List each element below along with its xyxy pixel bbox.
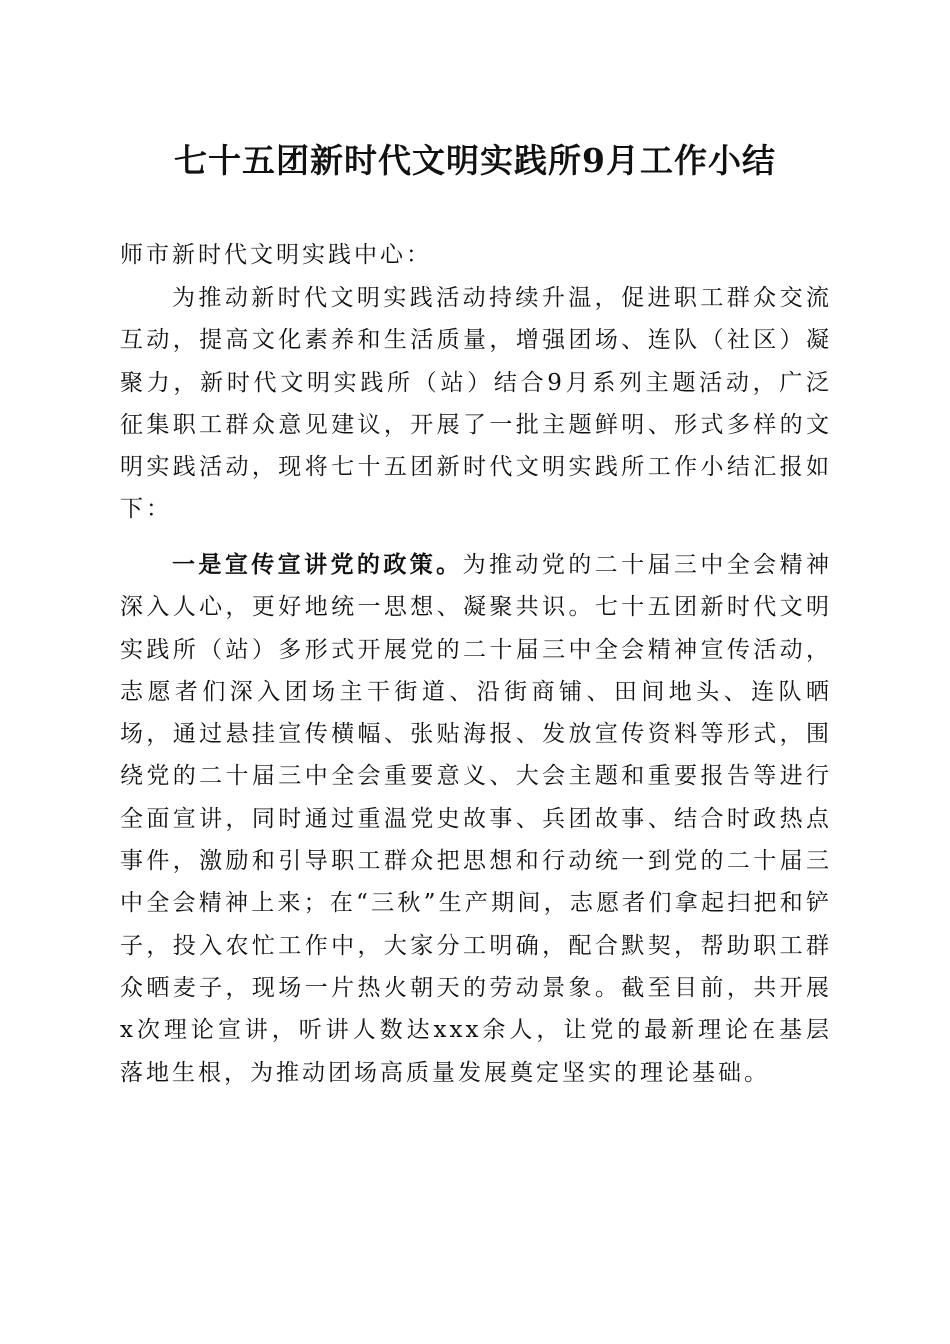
salutation: 师市新时代文明实践中心：: [120, 242, 432, 268]
document-title: 七十五团新时代文明实践所9月工作小结: [174, 141, 776, 180]
section-paragraph: [120, 544, 832, 1094]
section-lead: 一是宣传宣讲党的政策。: [172, 551, 463, 578]
intro-paragraph: 为推动新时代文明实践活动持续升温，促进职工群众交流互动，提高文化素养和生活质量，增强团场、连队（社区）凝聚力，新时代文明实践所（站）结合9月系列主题活动，广泛征集职工群众意见建议，开展了一批主题鲜明、形式多样的文明实践活动，现将七十五团新时代文明实践所工作小结汇报如下：: [120, 285, 832, 523]
section-body: 为推动党的二十届三中全会精神深入人心，更好地统一思想、凝聚共识。七十五团新时代文明实践所（站）多形式开展党的二十届三中全会精神宣传活动，志愿者们深入团场主干街道、沿街商铺、田间地头、连队晒场，通过悬挂宣传横幅、张贴海报、发放宣传资料等形式，围绕党的二十届三中全会重要意义、大会主题和重要报告等进行全面宣讲，同时通过重温党史故事、兵团故事、结合时政热点事件，激励和引导职工群众把思想和行动统一到党的二十届三中全会精神上来；在“三秋”生产期间，志愿者们拿起扫把和铲子，投入农忙工作中，大家分工明确，配合默契，帮助职工群众晒麦子，现场一片热火朝天的劳动景象。截至目前，共开展x次理论宣讲，听讲人数达xxx余人，让党的最新理论在基层落地生根，为推动团场高质量发展奠定坚实的理论基础。: [120, 552, 833, 1086]
